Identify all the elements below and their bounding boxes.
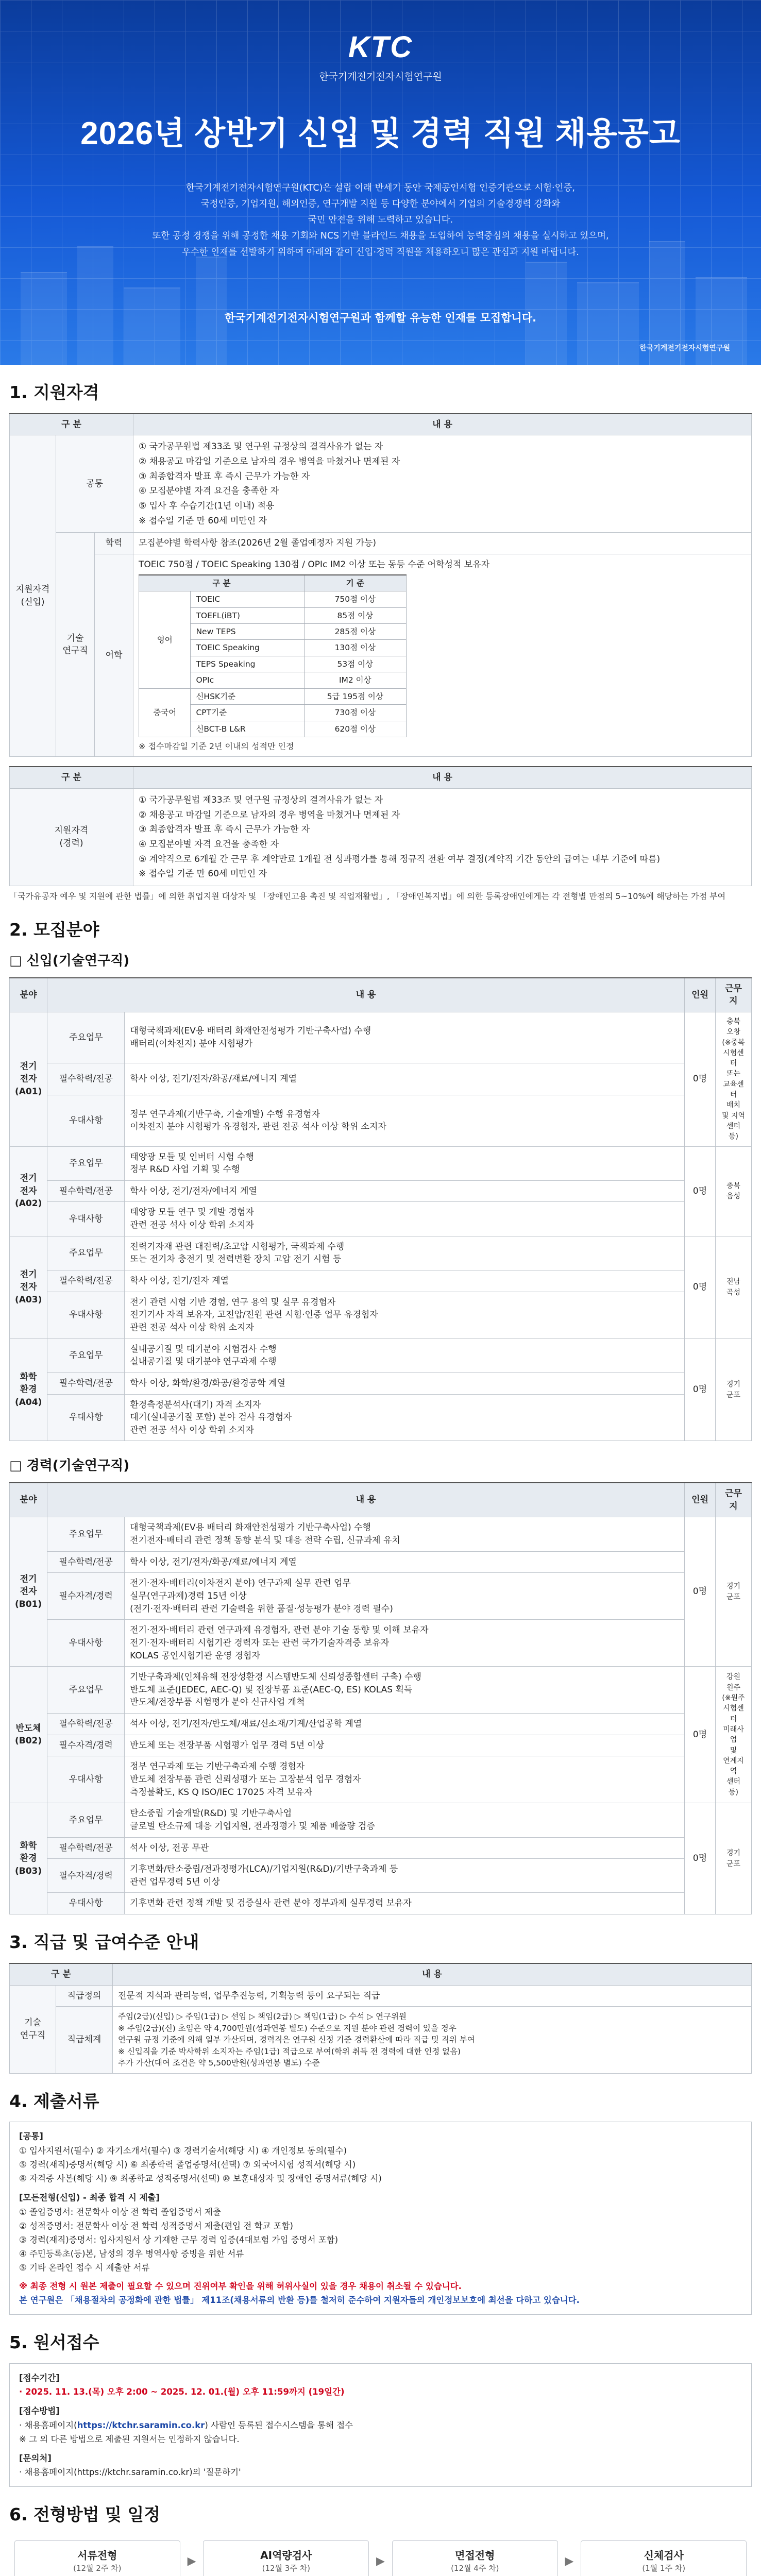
- table-row: [10, 1837, 752, 1859]
- table-row: [10, 1236, 752, 1270]
- hero-callout: 한국기계전기전자시험연구원과 함께할 유능한 인재를 모집합니다.: [224, 312, 537, 324]
- field-row-value: 정부 연구과제 또는 기반구축과제 수행 경험자 반도체 전장부품 관련 신뢰성평가 또는 고장분석 업무 경험자 측정불확도, KS Q ISO/IEC 17025 자격 보유자: [125, 1756, 685, 1803]
- row-group-label: 기술 연구직: [10, 1985, 56, 2073]
- fields-table-exp: [9, 1482, 752, 1914]
- method-text: · 채용홈페이지(: [19, 2420, 77, 2430]
- field-headcount: 0명: [685, 1012, 716, 1146]
- table-cell: OPIc: [191, 672, 304, 688]
- table-row: [10, 1735, 752, 1756]
- doc-line: ④ 주민등록초(등)본, 남성의 경우 병역사항 증빙을 위한 서류: [19, 2249, 244, 2259]
- step-title: 서류전형: [77, 2549, 117, 2562]
- language-score-table: [139, 574, 407, 738]
- language-text: TOEIC 750점 / TOEIC Speaking 130점 / OPIc IM2 이상 또는 동등 수준 어학성적 보유자: [139, 559, 490, 570]
- subsection-title: □ 신입(기술연구직): [9, 953, 130, 969]
- field-row-label: 우대사항: [47, 1756, 125, 1803]
- field-row-label: 필수학력/전공: [47, 1714, 125, 1735]
- table-cell: TOEIC Speaking: [191, 640, 304, 656]
- row-group-label: 지원자격 (신입): [10, 435, 56, 757]
- academic-text: 모집분야별 학력사항 참조(2026년 2월 졸업예정자 지원 가능): [133, 533, 752, 554]
- intro-line: 우수한 인재를 선발하기 위하여 아래와 같이 신입·경력 직원을 채용하오니 많은 관심과 지원 바랍니다.: [182, 247, 579, 258]
- field-row-label: 주요업무: [47, 1517, 125, 1551]
- field-row-label: 주요업무: [47, 1146, 125, 1180]
- field-row-value: 석사 이상, 전기/전자/반도체/재료/신소재/기계/산업공학 계열: [125, 1714, 685, 1735]
- field-row-label: 필수자격/경력: [47, 1573, 125, 1620]
- step-title: 면접전형: [455, 2549, 495, 2562]
- field-location: 경기 군포: [716, 1338, 752, 1441]
- list-item: ④ 모집분야별 자격 요건을 충족한 자: [139, 839, 279, 850]
- field-row-label: 주요업무: [47, 1012, 125, 1063]
- field-row-value: 전기 관련 시험 기반 경험, 연구 용역 및 실무 유경험자 전기기사 자격 보유자, 고전압/전원 관련 시험·인증 업무 유경험자 관련 전공 석사 이상 학위 소지자: [125, 1292, 685, 1338]
- field-row-value: 전기·전자·배터리(이차전지 분야) 연구과제 실무 관련 업무 실무(연구과제)경력 15년 이상 (전기·전자·배터리 관련 기술력을 위한 품질·성능평가 분야 경력 필수): [125, 1573, 685, 1620]
- step-date: (12월 4주 차): [451, 2564, 499, 2573]
- table-cell: 750점 이상: [304, 591, 406, 607]
- table-row: [10, 1893, 752, 1914]
- col-header: 내 용: [133, 767, 752, 788]
- list-item: ② 채용공고 마감일 기준으로 남자의 경우 병역을 마쳤거나 면제된 자: [139, 456, 400, 467]
- row-value: 전문적 지식과 관리능력, 업무추진능력, 기획능력 등이 요구되는 직급: [113, 1985, 752, 2007]
- doc-warning: ※ 최종 전형 시 원본 제출이 필요할 수 있으며 진위여부 확인을 위해 허위사실이 있을 경우 채용이 취소될 수 있습니다.: [19, 2281, 462, 2291]
- hero-banner: [0, 0, 761, 365]
- inquiry-value: · 채용홈페이지(https://ktchr.saramin.co.kr)의 '질문하기': [19, 2467, 241, 2478]
- field-location: 충북 음성: [716, 1146, 752, 1236]
- step-title: AI역량검사: [260, 2549, 312, 2562]
- field-headcount: 0명: [685, 1338, 716, 1441]
- salary-table: [9, 1963, 752, 2074]
- recruit-site-link[interactable]: https://ktchr.saramin.co.kr: [77, 2420, 205, 2430]
- application-box: [9, 2363, 752, 2487]
- table-row: [10, 1573, 752, 1620]
- field-name: 전기 전자 (A01): [10, 1012, 47, 1146]
- field-name: 화학 환경 (A04): [10, 1338, 47, 1441]
- section-documents: [0, 2074, 761, 2315]
- field-row-value: 태양광 모듈 연구 및 개발 경험자 관련 전공 석사 이상 학위 소지자: [125, 1202, 685, 1236]
- fields-table-new: [9, 977, 752, 1442]
- field-headcount: 0명: [685, 1517, 716, 1667]
- field-name: 전기 전자 (A03): [10, 1236, 47, 1338]
- col-header: 구 분: [10, 1963, 113, 1985]
- table-row: [10, 1667, 752, 1714]
- step-ai-test: [203, 2540, 369, 2576]
- col-header: 내 용: [47, 978, 685, 1012]
- field-name: 반도체 (B02): [10, 1667, 47, 1803]
- field-location: 전남 곡성: [716, 1236, 752, 1338]
- field-headcount: 0명: [685, 1236, 716, 1338]
- step-date: (1월 1주 차): [642, 2564, 686, 2573]
- field-row-label: 필수자격/경력: [47, 1859, 125, 1893]
- section-title: 6. 전형방법 및 일정: [9, 2504, 161, 2525]
- col-header: 분야: [10, 978, 47, 1012]
- field-row-value: 태양광 모듈 및 인버터 시험 수행 정부 R&D 사업 기획 및 수행: [125, 1146, 685, 1180]
- doc-line: ⑤ 경력(재직)증명서(해당 시) ⑥ 최종학력 졸업증명서(선택) ⑦ 외국어시험 성적서(해당 시): [19, 2159, 356, 2170]
- field-row-value: 기후변화/탄소중립/전과정평가(LCA)/기업지원(R&D)/기반구축과제 등 관련 업무경력 5년 이상: [125, 1859, 685, 1893]
- table-cell: TOEIC: [191, 591, 304, 607]
- field-row-label: 필수학력/전공: [47, 1270, 125, 1292]
- field-location: 경기 군포: [716, 1517, 752, 1667]
- step-medical-check: [581, 2540, 747, 2576]
- table-row: [139, 591, 407, 607]
- intro-line: 국정인증, 기업지원, 해외인증, 연구개발 지원 등 다양한 분야에서 기업의 기술경쟁력 강화와: [200, 199, 561, 210]
- table-cell: New TEPS: [191, 624, 304, 640]
- table-cell: 730점 이상: [304, 705, 406, 721]
- language-group-label: 중국어: [139, 688, 191, 737]
- field-headcount: 0명: [685, 1803, 716, 1914]
- qualification-table-exp: [9, 766, 752, 886]
- field-row-label: 필수자격/경력: [47, 1735, 125, 1756]
- field-location: 강원 원주 (※원주 시험센터 미래사업 및 연계지역 센터 등): [716, 1667, 752, 1803]
- section-fields: [0, 902, 761, 1914]
- table-row: [10, 1517, 752, 1551]
- section-title: 4. 제출서류: [9, 2091, 99, 2111]
- arrow-right-icon: ▶: [376, 2554, 385, 2568]
- section-title: 1. 지원자격: [9, 382, 99, 402]
- language-label: 어학: [95, 554, 133, 757]
- field-location: 충북 오창 (※중복 시험센터 또는 교육센터 배치 및 지역 센터 등): [716, 1012, 752, 1146]
- table-row: [10, 1756, 752, 1803]
- table-row: [10, 1803, 752, 1837]
- field-row-label: 필수학력/전공: [47, 1551, 125, 1573]
- academic-label: 학력: [95, 533, 133, 554]
- col-header: 근무지: [716, 978, 752, 1012]
- table-row: [10, 1012, 752, 1063]
- field-location: 경기 군포: [716, 1803, 752, 1914]
- field-row-label: 필수학력/전공: [47, 1372, 125, 1394]
- common-requirements: [139, 439, 746, 528]
- table-row: [10, 1338, 752, 1372]
- col-header: 내 용: [47, 1483, 685, 1517]
- arrow-right-icon: ▶: [565, 2554, 574, 2568]
- table-row: [139, 688, 407, 704]
- field-row-label: 필수학력/전공: [47, 1180, 125, 1202]
- field-name: 전기 전자 (B01): [10, 1517, 47, 1667]
- subsection-title: □ 경력(기술연구직): [9, 1458, 130, 1474]
- table-row: [10, 1146, 752, 1180]
- common-label: 공통: [56, 435, 133, 533]
- field-name: 화학 환경 (B03): [10, 1803, 47, 1914]
- col-header: 구 분: [139, 575, 305, 591]
- section-process: [0, 2487, 761, 2576]
- list-item: ④ 모집분야별 자격 요건을 충족한 자: [139, 486, 279, 497]
- table-row: [10, 1063, 752, 1095]
- doc-line: ⑧ 자격증 사본(해당 시) ⑨ 최종학교 성적증명서(선택) ⑩ 보훈대상자 및 장애인 증명서류(해당 시): [19, 2174, 382, 2184]
- language-note: ※ 접수마감일 기준 2년 이내의 성적만 인정: [139, 741, 294, 752]
- table-cell: TOEFL(iBT): [191, 607, 304, 623]
- field-row-label: 우대사항: [47, 1620, 125, 1667]
- col-header: 내 용: [133, 414, 752, 435]
- list-item: ※ 접수일 기준 만 60세 미만인 자: [139, 515, 267, 526]
- row-value: 주임(2급)(신입) ▷ 주임(1급) ▷ 선임 ▷ 책임(2급) ▷ 책임(1급) ▷ 수석 ▷ 연구위원 ※ 주임(2급)(신) 초임은 약 4,700만원(성과연봉 별도) 수준으로 지원 분야 관련 경력이 있을 경우 연구원 규정 기준에 의해 일부 가산되며, 경력직은 연구원 신정 기준 경력환산에 따라 직급 및 직위 부여 ※ 신입직을 기준 박사학위 소지자는 주임(1급) 적급으로 부여(학위 취득 전 경력에 대한 인정 없음) 추가 가산(대여 조건은 약 5,500만원(성과연봉 별도) 수준: [113, 2007, 752, 2073]
- tech-label: 기술 연구직: [56, 533, 95, 757]
- field-headcount: 0명: [685, 1667, 716, 1803]
- table-cell: 5급 195점 이상: [304, 688, 406, 704]
- field-row-value: 학사 이상, 전기/전자/화공/재료/에너지 계열: [125, 1063, 685, 1095]
- section-application: [0, 2315, 761, 2487]
- field-row-value: 환경측정분석사(대기) 자격 소지자 대기(실내공기질 포함) 분야 검사 유경험자 관련 전공 석사 이상 학위 소지자: [125, 1394, 685, 1441]
- field-row-label: 주요업무: [47, 1667, 125, 1714]
- doc-line: ① 졸업증명서: 전문학사 이상 전 학력 졸업증명서 제출: [19, 2207, 221, 2217]
- row-label: 직급정의: [56, 1985, 113, 2007]
- method-head: [접수방법]: [19, 2406, 60, 2416]
- process-steps: [9, 2535, 752, 2576]
- list-item: ⑤ 입사 후 수습기간(1년 이내) 적용: [139, 501, 275, 512]
- hero-footer-logo: 한국기계전기전자시험연구원: [639, 344, 730, 352]
- step-document-review: [14, 2540, 180, 2576]
- field-row-value: 전력기자재 관련 대전력/초고압 시험평가, 국책과제 수행 또는 전기차 충전기 및 전력변환 장치 고압 전기 시험 등: [125, 1236, 685, 1270]
- period-value: · 2025. 11. 13.(목) 오후 2:00 ~ 2025. 12. 01.(월) 오후 11:59까지 (19일간): [19, 2387, 345, 2397]
- doc-line: ① 입사지원서(필수) ② 자기소개서(필수) ③ 경력기술서(해당 시) ④ 개인정보 동의(필수): [19, 2145, 347, 2156]
- logo-subtitle: 한국기계전기전자시험연구원: [319, 71, 442, 83]
- table-row: [10, 1202, 752, 1236]
- table-row: [10, 1859, 752, 1893]
- field-row-label: 필수학력/전공: [47, 1837, 125, 1859]
- table-row: [10, 1714, 752, 1735]
- table-cell: TEPS Speaking: [191, 656, 304, 672]
- step-date: (12월 2주 차): [73, 2564, 122, 2573]
- list-item: ⑤ 계약직으로 6개월 간 근무 후 계약만료 1개월 전 성과평가를 통해 정규직 전환 여부 결정(계약직 기간 동안의 급여는 내부 기준에 따름): [139, 854, 661, 865]
- exp-requirements: [139, 793, 746, 882]
- section-title: 3. 직급 및 급여수준 안내: [9, 1932, 199, 1953]
- field-row-label: 주요업무: [47, 1803, 125, 1837]
- step-interview: [392, 2540, 558, 2576]
- col-header: 인원: [685, 978, 716, 1012]
- field-row-value: 석사 이상, 전공 무관: [125, 1837, 685, 1859]
- qualification-table-new: [9, 413, 752, 757]
- col-header: 내 용: [113, 1963, 752, 1985]
- doc-privacy-note: 본 연구원은 「채용절차의 공정화에 관한 법률」 제11조(채용서류의 반환 등)를 철저히 준수하여 지원자들의 개인정보보호에 최선을 다하고 있습니다.: [19, 2295, 580, 2305]
- field-row-value: 대형국책과제(EV용 배터리 화재안전성평가 기반구축사업) 수행 배터리(이차전지) 분야 시험평가: [125, 1012, 685, 1063]
- table-row: [10, 1180, 752, 1202]
- section-salary: [0, 1914, 761, 2073]
- language-group-label: 영어: [139, 591, 191, 689]
- step-date: (12월 3주 차): [262, 2564, 310, 2573]
- intro-line: 한국기계전기전자시험연구원(KTC)은 설립 이래 반세기 동안 국제공인시험 인증기관으로 시험·인증,: [185, 183, 575, 193]
- field-headcount: 0명: [685, 1146, 716, 1236]
- ktc-logo: KTC: [348, 30, 413, 64]
- field-row-value: 기반구축과제(인체유해 전장성환경 시스템반도체 신뢰성종합센터 구축) 수행 반도체 표준(JEDEC, AEC-Q) 및 전장부품 표준(AEC-Q, ES) KOLAS 획득 반도체/전장부품 시험평가 분야 신규사업 개척: [125, 1667, 685, 1714]
- table-cell: 620점 이상: [304, 721, 406, 737]
- table-cell: CPT기준: [191, 705, 304, 721]
- field-row-value: 정부 연구과제(기반구축, 기술개발) 수행 유경험자 이차전지 분야 시험평가 유경험자, 관련 전공 석사 이상 학위 소지자: [125, 1095, 685, 1146]
- field-row-label: 우대사항: [47, 1394, 125, 1441]
- field-row-label: 우대사항: [47, 1893, 125, 1914]
- field-row-value: 학사 이상, 전기/전자/화공/재료/에너지 계열: [125, 1551, 685, 1573]
- documents-box: [9, 2122, 752, 2315]
- table-cell: 130점 이상: [304, 640, 406, 656]
- list-item: ① 국가공무원법 제33조 및 연구원 규정상의 결격사유가 없는 자: [139, 442, 383, 452]
- field-row-label: 우대사항: [47, 1095, 125, 1146]
- method-line: [19, 2418, 742, 2432]
- hero-intro: [52, 180, 709, 261]
- row-group-label: 지원자격 (경력): [10, 789, 133, 886]
- list-item: ② 채용공고 마감일 기준으로 남자의 경우 병역을 마쳤거나 면제된 자: [139, 809, 400, 820]
- col-header: 근무지: [716, 1483, 752, 1517]
- field-row-value: 탄소중립 기술개발(R&D) 및 기반구축사업 글로벌 탄소규제 대응 기업지원, 전과정평가 및 제품 배출량 검증: [125, 1803, 685, 1837]
- doc-head: [공통]: [19, 2131, 43, 2142]
- period-head: [접수기간]: [19, 2372, 60, 2383]
- field-row-label: 우대사항: [47, 1292, 125, 1338]
- col-header: 구 분: [10, 767, 133, 788]
- table-cell: 285점 이상: [304, 624, 406, 640]
- method-text: ) 사람인 등록된 접수시스템을 통해 접수: [205, 2420, 353, 2430]
- row-label: 직급체계: [56, 2007, 113, 2073]
- table-cell: 53점 이상: [304, 656, 406, 672]
- field-row-value: 전기·전자·배터리 관련 연구과제 유경험자, 관련 분야 기술 동향 및 이해 보유자 전기·전자·배터리 시험기관 경력자 또는 관련 국가기술자격증 보유자 KOLAS 공인시험기관 운영 경험자: [125, 1620, 685, 1667]
- page-title: 2026년 상반기 신입 및 경력 직원 채용공고: [80, 116, 681, 151]
- section-title: 5. 원서접수: [9, 2332, 99, 2353]
- list-item: ③ 최종합격자 발표 후 즉시 근무가 가능한 자: [139, 824, 310, 835]
- field-row-value: 학사 이상, 전기/전자/에너지 계열: [125, 1180, 685, 1202]
- method-note: ※ 그 외 다른 방법으로 제출된 지원서는 인정하지 않습니다.: [19, 2434, 240, 2444]
- field-name: 전기 전자 (A02): [10, 1146, 47, 1236]
- table-cell: IM2 이상: [304, 672, 406, 688]
- field-row-value: 학사 이상, 전기/전자 계열: [125, 1270, 685, 1292]
- field-row-label: 필수학력/전공: [47, 1063, 125, 1095]
- col-header: 기 준: [304, 575, 406, 591]
- table-row: [10, 1620, 752, 1667]
- field-row-label: 주요업무: [47, 1236, 125, 1270]
- table-row: [10, 1551, 752, 1573]
- list-item: ① 국가공무원법 제33조 및 연구원 규정상의 결격사유가 없는 자: [139, 795, 383, 806]
- field-row-value: 반도체 또는 전장부품 시험평가 업무 경력 5년 이상: [125, 1735, 685, 1756]
- doc-line: ② 성적증명서: 전문학사 이상 전 학력 성적증명서 제출(편입 전 학교 포함): [19, 2221, 293, 2231]
- doc-line: ⑤ 기타 온라인 접수 시 제출한 서류: [19, 2263, 150, 2273]
- col-header: 분야: [10, 1483, 47, 1517]
- intro-line: 국민 안전을 위해 노력하고 있습니다.: [308, 215, 453, 226]
- veteran-footnote: 「국가유공자 예우 및 지원에 관한 법률」에 의한 취업지원 대상자 및 「장애인고용 촉진 및 직업재활법」, 「장애인복지법」에 의한 등록장애인에게는 각 전형별 만점의 5~10%에 해당하는 가점 부여: [9, 891, 726, 901]
- field-row-label: 우대사항: [47, 1202, 125, 1236]
- list-item: ※ 접수일 기준 만 60세 미만인 자: [139, 869, 267, 879]
- table-row: [10, 1095, 752, 1146]
- intro-line: 또한 공정 경쟁을 위해 공정한 채용 기회와 NCS 기반 블라인드 채용을 도입하여 능력중심의 채용을 실시하고 있으며,: [152, 231, 609, 242]
- doc-line: ③ 경력(재직)증명서: 입사지원서 상 기재한 근무 경력 입증(4대보험 가입 증명서 포함): [19, 2234, 339, 2245]
- section-title: 2. 모집분야: [9, 920, 99, 940]
- table-row: [10, 1292, 752, 1338]
- step-title: 신체검사: [644, 2549, 684, 2562]
- arrow-right-icon: ▶: [187, 2554, 196, 2568]
- section-qualifications: [0, 365, 761, 902]
- field-row-label: 주요업무: [47, 1338, 125, 1372]
- field-row-value: 대형국책과제(EV용 배터리 화재안전성평가 기반구축사업) 수행 전기전자·배터리 관련 정책 동향 분석 및 대응 전략 수립, 신규과제 유치: [125, 1517, 685, 1551]
- field-row-value: 기후변화 관련 정책 개발 및 검증실사 관련 분야 정부과제 실무경력 보유자: [125, 1893, 685, 1914]
- table-cell: 신HSK기준: [191, 688, 304, 704]
- list-item: ③ 최종합격자 발표 후 즉시 근무가 가능한 자: [139, 471, 310, 482]
- field-row-value: 실내공기질 및 대기분야 시험검사 수행 실내공기질 및 대기분야 연구과제 수행: [125, 1338, 685, 1372]
- field-row-value: 학사 이상, 화학/환경/화공/환경공학 계열: [125, 1372, 685, 1394]
- col-header: 인원: [685, 1483, 716, 1517]
- col-header: 구 분: [10, 414, 133, 435]
- table-cell: 신BCT-B L&R: [191, 721, 304, 737]
- inquiry-head: [문의처]: [19, 2453, 52, 2463]
- table-row: [10, 1372, 752, 1394]
- table-cell: 85점 이상: [304, 607, 406, 623]
- table-row: [10, 1394, 752, 1441]
- doc-head: [모든전형(신입) - 최종 합격 시 제출]: [19, 2193, 160, 2203]
- table-row: [10, 1270, 752, 1292]
